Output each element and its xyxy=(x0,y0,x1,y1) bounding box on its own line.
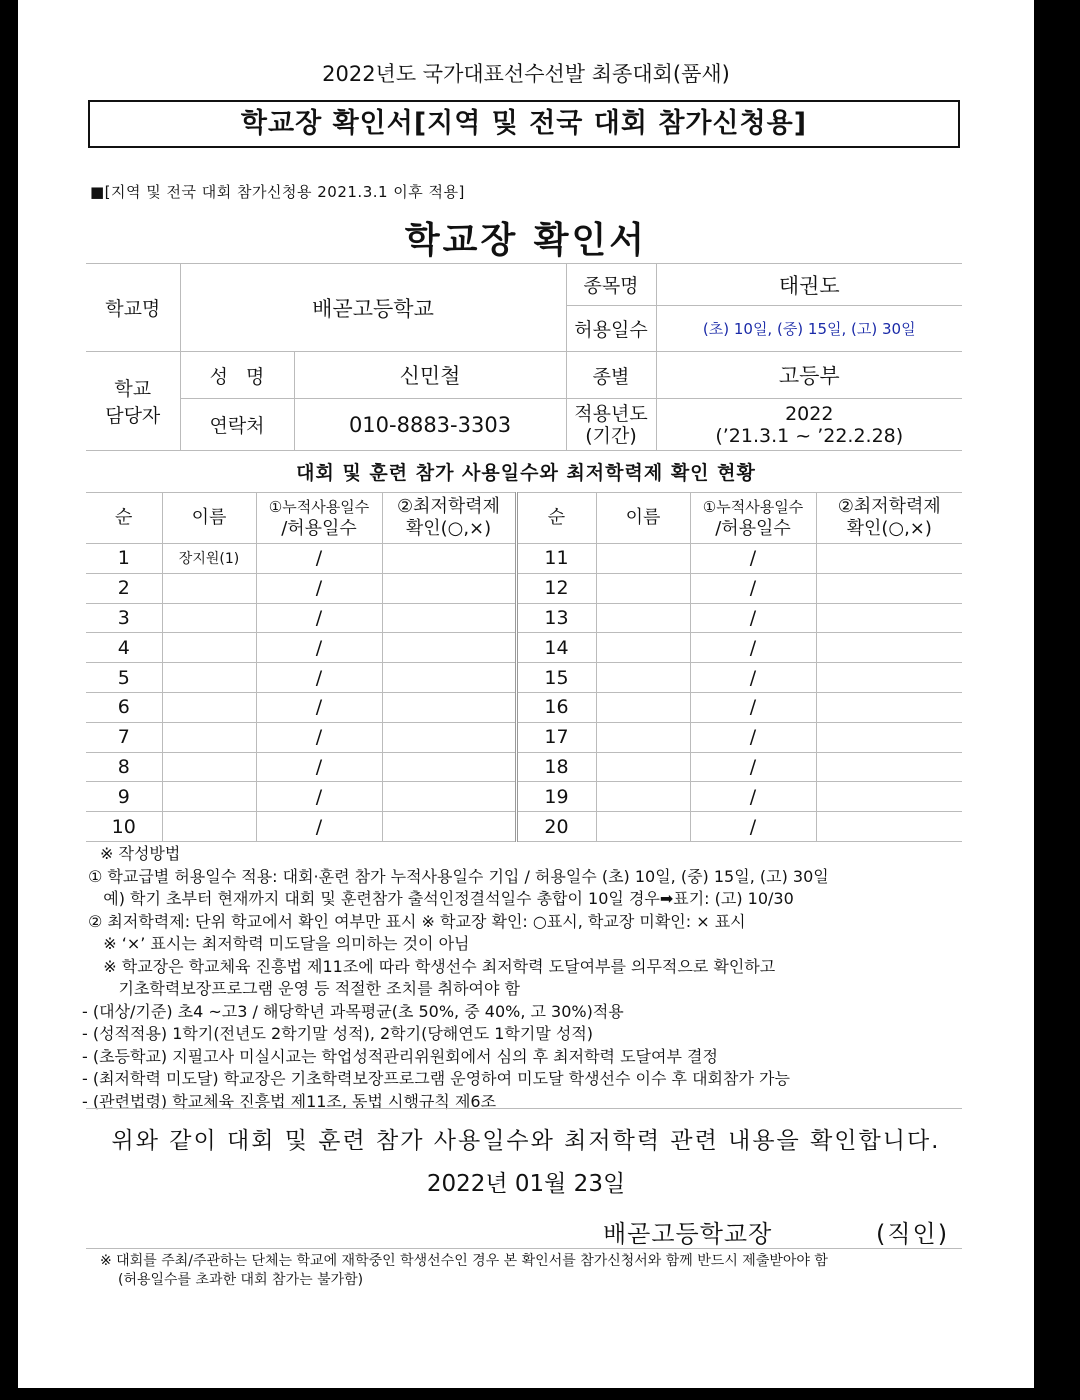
row-minscore xyxy=(382,752,516,782)
row-days: / xyxy=(690,692,816,722)
divider xyxy=(86,1248,962,1249)
footnote-line2: (허용일수를 초과한 대회 참가는 불가함) xyxy=(118,1272,364,1288)
document-title-box: 학교장 확인서[지역 및 전국 대회 참가신청용] xyxy=(88,100,960,148)
year-value-line2: (’21.3.1 ~ ’22.2.28) xyxy=(715,424,904,447)
name-label: 성 명 xyxy=(180,352,294,399)
row-no: 3 xyxy=(86,603,162,633)
row-days: / xyxy=(256,812,382,842)
year-value xyxy=(656,399,962,451)
row-days: / xyxy=(690,603,816,633)
row-no: 13 xyxy=(516,603,596,633)
row-no: 20 xyxy=(516,812,596,842)
status-subtitle: 대회 및 훈련 참가 사용일수와 최저학력제 확인 현황 xyxy=(296,462,756,484)
row-minscore xyxy=(382,603,516,633)
instruction-line: - (초등학교) 지필고사 미실시교는 학업성적관리위원회에서 심의 후 최저학력 도달여부 결정 xyxy=(82,1046,718,1066)
row-minscore xyxy=(382,812,516,842)
row-days: / xyxy=(690,633,816,663)
row-minscore xyxy=(816,544,962,574)
row-no: 4 xyxy=(86,633,162,663)
row-no: 9 xyxy=(86,782,162,812)
row-days: / xyxy=(256,782,382,812)
instruction-line: - (관련법령) 학교체육 진흥법 제11조, 동법 시행규칙 제6조 xyxy=(82,1091,497,1111)
row-no: 6 xyxy=(86,692,162,722)
row-name xyxy=(162,812,256,842)
row-no: 12 xyxy=(516,573,596,603)
row-minscore xyxy=(816,812,962,842)
school-info-table xyxy=(86,263,962,451)
row-name xyxy=(162,633,256,663)
confirmation-statement: 위와 같이 대회 및 훈련 참가 사용일수와 최저학력 관련 내용을 확인합니다. xyxy=(111,1128,941,1154)
row-no: 11 xyxy=(516,544,596,574)
allowed-days-value: (초) 10일, (중) 15일, (고) 30일 xyxy=(656,306,962,352)
manager-label-line2: 담당자 xyxy=(105,405,161,427)
table-row xyxy=(86,752,962,782)
row-days: / xyxy=(690,573,816,603)
header-no-right: 순 xyxy=(516,493,596,544)
sport-value: 태권도 xyxy=(656,264,962,306)
header-minscore-right xyxy=(816,493,962,544)
principal-name: 배곧고등학교장 xyxy=(603,1220,773,1248)
row-days: / xyxy=(690,544,816,574)
row-minscore xyxy=(382,573,516,603)
row-name xyxy=(162,603,256,633)
sport-label: 종목명 xyxy=(566,264,656,306)
row-no: 1 xyxy=(86,544,162,574)
year-label-line1: 적용년도 xyxy=(574,402,648,425)
row-days: / xyxy=(256,573,382,603)
header-minscore-left xyxy=(382,493,516,544)
school-value: 배곧고등학교 xyxy=(180,264,566,352)
row-name xyxy=(162,573,256,603)
row-no: 14 xyxy=(516,633,596,663)
header-name-left: 이름 xyxy=(162,493,256,544)
instruction-line: ② 최저학력제: 단위 학교에서 확인 여부만 표시 ※ 학교장 확인: ○표시, 학교장 미확인: × 표시 xyxy=(88,911,746,931)
row-no: 7 xyxy=(86,722,162,752)
name-value: 신민철 xyxy=(294,352,566,399)
row-minscore xyxy=(382,544,516,574)
official-seal-label: (직인) xyxy=(876,1220,950,1248)
row-days: / xyxy=(690,722,816,752)
footnote-line1: ※ 대회를 주최/주관하는 단체는 학교에 재학중인 학생선수인 경우 본 확인서를 참가신청서와 함께 반드시 제출받아야 함 xyxy=(100,1253,828,1269)
row-minscore xyxy=(816,782,962,812)
instruction-line: - (대상/기준) 초4 ~고3 / 해당학년 과목평균(초 50%, 중 40%, 고 30%)적용 xyxy=(82,1001,624,1021)
division-value: 고등부 xyxy=(656,352,962,399)
main-title: 학교장 확인서 xyxy=(404,220,648,261)
year-label-line2: (기간) xyxy=(585,424,637,447)
row-days: / xyxy=(256,603,382,633)
row-minscore xyxy=(382,663,516,693)
row-days: / xyxy=(690,812,816,842)
table-row xyxy=(86,722,962,752)
row-name xyxy=(162,722,256,752)
table-row xyxy=(86,782,962,812)
row-minscore xyxy=(382,782,516,812)
row-name xyxy=(596,544,690,574)
row-name xyxy=(596,782,690,812)
row-no: 19 xyxy=(516,782,596,812)
header-minscore-line1: ②최저학력제 xyxy=(396,496,501,517)
header-minscore-line2: 확인(○,×) xyxy=(405,518,492,539)
header-days-line1: ①누적사용일수 xyxy=(268,498,370,516)
instructions xyxy=(82,843,982,1113)
header-days-right xyxy=(690,493,816,544)
row-name xyxy=(162,663,256,693)
row-no: 18 xyxy=(516,752,596,782)
header-days-line2: /허용일수 xyxy=(715,518,791,539)
row-days: / xyxy=(690,663,816,693)
instruction-line: 예) 학기 초부터 현재까지 대회 및 훈련참가 출석인정결석일수 총합이 10일 경우➡표기: (고) 10/30 xyxy=(88,889,794,908)
contact-value: 010-8883-3303 xyxy=(294,399,566,451)
document-page xyxy=(18,0,1034,1388)
row-name xyxy=(596,722,690,752)
header-no-left: 순 xyxy=(86,493,162,544)
header-minscore-line2: 확인(○,×) xyxy=(846,518,932,539)
row-no: 16 xyxy=(516,692,596,722)
row-name xyxy=(162,752,256,782)
table-row xyxy=(86,692,962,722)
row-days: / xyxy=(256,752,382,782)
row-no: 8 xyxy=(86,752,162,782)
row-name xyxy=(596,663,690,693)
table-row xyxy=(86,603,962,633)
header-name-right: 이름 xyxy=(596,493,690,544)
header-days-left xyxy=(256,493,382,544)
instruction-line: 기초학력보장프로그램 운영 등 적절한 조치를 취하여야 함 xyxy=(88,979,520,998)
row-days: / xyxy=(256,663,382,693)
row-minscore xyxy=(816,722,962,752)
table-row xyxy=(86,663,962,693)
table-row xyxy=(86,573,962,603)
participation-grid xyxy=(86,492,962,842)
manager-label xyxy=(86,352,180,451)
instruction-line: ※ 학교장은 학교체육 진흥법 제11조에 따라 학생선수 최저학력 도달여부를 의무적으로 확인하고 xyxy=(88,956,776,976)
row-name xyxy=(596,812,690,842)
instruction-line: ① 학교급별 허용일수 적용: 대회·훈련 참가 누적사용일수 기입 / 허용일수 (초) 10일, (중) 15일, (고) 30일 xyxy=(88,866,829,886)
row-name xyxy=(162,692,256,722)
instruction-line: - (성적적용) 1학기(전년도 2학기말 성적), 2학기(당해연도 1학기말 성적) xyxy=(82,1024,594,1043)
row-days: / xyxy=(256,722,382,752)
row-no: 15 xyxy=(516,663,596,693)
header-minscore-line1: ②최저학력제 xyxy=(837,496,941,517)
row-days: / xyxy=(690,782,816,812)
row-no: 10 xyxy=(86,812,162,842)
row-name: 장지원(1) xyxy=(162,544,256,574)
table-row xyxy=(86,633,962,663)
row-minscore xyxy=(816,752,962,782)
row-minscore xyxy=(382,722,516,752)
row-no: 2 xyxy=(86,573,162,603)
row-name xyxy=(596,692,690,722)
contact-label: 연락처 xyxy=(180,399,294,451)
row-days: / xyxy=(256,692,382,722)
year-value-line1: 2022 xyxy=(785,402,834,425)
row-minscore xyxy=(816,573,962,603)
footnote xyxy=(100,1252,970,1290)
allowed-days-label: 허용일수 xyxy=(566,306,656,352)
row-no: 17 xyxy=(516,722,596,752)
issue-date: 2022년 01월 23일 xyxy=(426,1171,626,1197)
row-minscore xyxy=(816,633,962,663)
year-label xyxy=(566,399,656,451)
row-name xyxy=(596,633,690,663)
header-days-line1: ①누적사용일수 xyxy=(702,498,804,516)
instruction-line: ※ ‘×’ 표시는 최저학력 미도달을 의미하는 것이 아님 xyxy=(88,934,470,953)
table-row xyxy=(86,812,962,842)
instructions-heading: ※ 작성방법 xyxy=(100,844,181,863)
instruction-line: - (최저학력 미도달) 학교장은 기초학력보장프로그램 운영하여 미도달 학생선수 이수 후 대회참가 가능 xyxy=(82,1069,790,1088)
row-minscore xyxy=(816,692,962,722)
grid-header-row xyxy=(86,493,962,544)
row-name xyxy=(596,603,690,633)
row-minscore xyxy=(382,633,516,663)
row-minscore xyxy=(382,692,516,722)
row-minscore xyxy=(816,603,962,633)
division-label: 종별 xyxy=(566,352,656,399)
row-name xyxy=(162,782,256,812)
event-title: 2022년도 국가대표선수선발 최종대회(품새) xyxy=(322,62,730,86)
school-label: 학교명 xyxy=(86,264,180,352)
row-days: / xyxy=(256,544,382,574)
table-row xyxy=(86,544,962,574)
row-name xyxy=(596,752,690,782)
row-name xyxy=(596,573,690,603)
manager-label-line1: 학교 xyxy=(114,378,152,400)
row-minscore xyxy=(816,663,962,693)
header-days-line2: /허용일수 xyxy=(281,518,357,539)
apply-note: ■[지역 및 전국 대회 참가신청용 2021.3.1 이후 적용] xyxy=(90,183,465,201)
divider xyxy=(86,1108,962,1109)
row-days: / xyxy=(690,752,816,782)
row-no: 5 xyxy=(86,663,162,693)
row-days: / xyxy=(256,633,382,663)
